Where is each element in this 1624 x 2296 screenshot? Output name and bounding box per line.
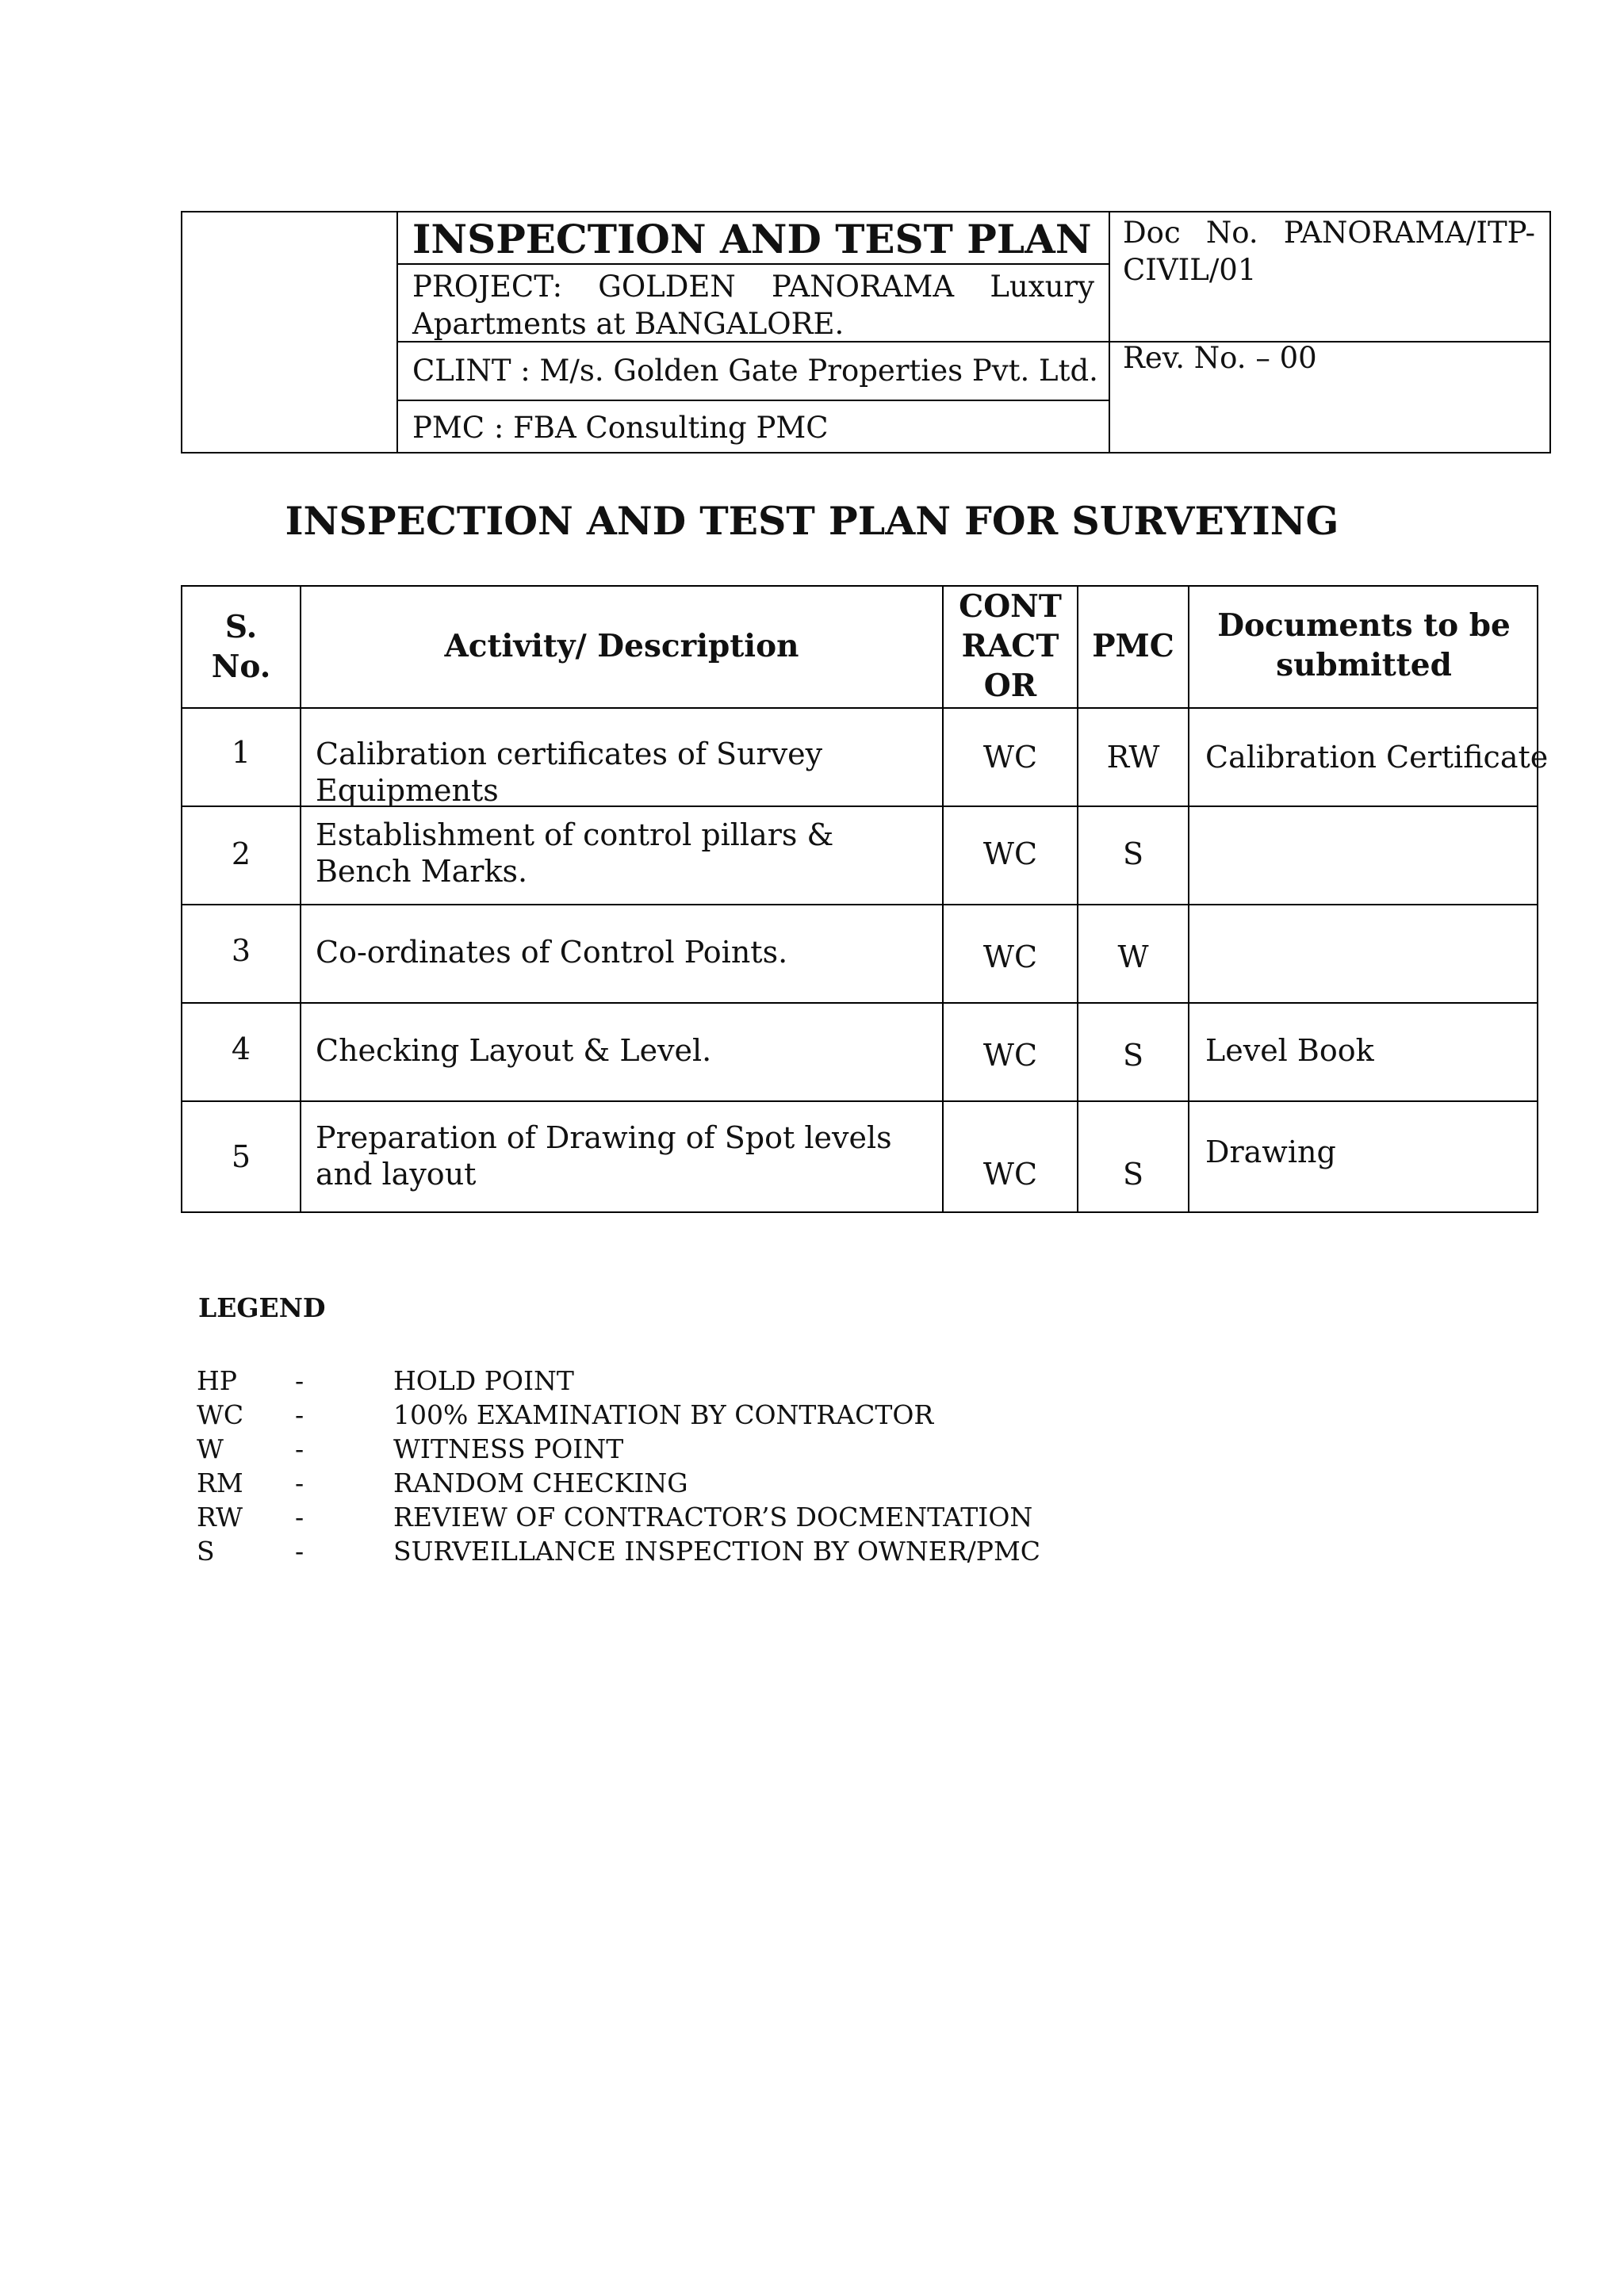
header-divider	[1109, 212, 1110, 452]
header-line: RACT	[961, 628, 1059, 664]
legend-description: SURVEILLANCE INSPECTION BY OWNER/PMC	[393, 1536, 1041, 1567]
row-5-contractor: WC	[982, 1157, 1038, 1192]
legend-code: RM	[197, 1468, 243, 1498]
row-2-activity: Establishment of control pillars & Bench Marks.	[316, 817, 834, 889]
header-line: Documents to be	[1217, 607, 1511, 644]
column-header-sno	[182, 607, 300, 687]
row-divider	[182, 904, 1537, 905]
document-header	[181, 211, 1551, 453]
row-divider	[182, 707, 1537, 709]
column-header-activity: Activity/ Description	[444, 628, 799, 664]
row-3-sno: 3	[231, 933, 251, 968]
legend-description: WITNESS POINT	[393, 1433, 624, 1464]
row-2-contractor: WC	[982, 836, 1038, 871]
page-title: INSPECTION AND TEST PLAN FOR SURVEYING	[285, 498, 1339, 544]
row-divider	[182, 1002, 1537, 1004]
legend-title: LEGEND	[198, 1292, 326, 1323]
client-name: CLINT : M/s. Golden Gate Properties Pvt. Ltd.	[412, 354, 1098, 388]
legend-dash: -	[295, 1433, 304, 1464]
document-number: Doc No. PANORAMA/ITP-CIVIL/01	[1123, 216, 1535, 287]
row-5-activity: Preparation of Drawing of Spot levels and layout	[316, 1120, 892, 1192]
column-divider	[1077, 587, 1078, 1211]
row-1-pmc: RW	[1106, 740, 1160, 775]
row-2-pmc: S	[1122, 836, 1144, 871]
row-3-activity: Co-ordinates of Control Points.	[316, 935, 788, 970]
row-4-sno: 4	[231, 1031, 251, 1066]
legend-dash: -	[295, 1536, 304, 1567]
legend-dash: -	[295, 1502, 304, 1533]
row-5-sno: 5	[231, 1139, 251, 1174]
row-4-pmc: S	[1122, 1038, 1144, 1073]
legend-description: HOLD POINT	[393, 1365, 574, 1396]
header-line: submitted	[1276, 647, 1452, 683]
legend-code: S	[197, 1536, 215, 1567]
row-4-documents: Level Book	[1205, 1033, 1374, 1068]
row-1-documents: Calibration Certificate	[1205, 740, 1549, 775]
header-divider	[396, 400, 1109, 401]
header-line: No.	[211, 649, 271, 685]
row-1-contractor: WC	[982, 740, 1038, 775]
legend-description: REVIEW OF CONTRACTOR’S DOCMENTATION	[393, 1502, 1033, 1533]
legend-code: RW	[197, 1502, 243, 1533]
column-header-documents	[1189, 606, 1538, 685]
header-line: CONT	[959, 588, 1062, 625]
header-line: S.	[224, 609, 258, 645]
itp-table	[181, 585, 1549, 1213]
plan-title: INSPECTION AND TEST PLAN	[412, 216, 1092, 262]
legend-description: RANDOM CHECKING	[393, 1468, 688, 1498]
project-name: PROJECT: GOLDEN PANORAMA Luxury Apartments at BANGALORE.	[412, 270, 1094, 341]
legend-dash: -	[295, 1468, 304, 1498]
header-divider	[396, 212, 398, 452]
row-divider	[182, 1100, 1537, 1102]
row-1-sno: 1	[231, 735, 251, 770]
legend-code: HP	[197, 1365, 237, 1396]
row-4-contractor: WC	[982, 1038, 1038, 1073]
row-2-sno: 2	[231, 836, 251, 871]
legend-dash: -	[295, 1399, 304, 1430]
row-3-pmc: W	[1117, 939, 1149, 974]
pmc-name: PMC : FBA Consulting PMC	[412, 411, 829, 445]
row-3-contractor: WC	[982, 939, 1038, 974]
legend-dash: -	[295, 1365, 304, 1396]
legend-code: WC	[197, 1399, 244, 1430]
row-4-activity: Checking Layout & Level.	[316, 1033, 712, 1068]
column-divider	[300, 587, 301, 1211]
legend-description: 100% EXAMINATION BY CONTRACTOR	[393, 1399, 934, 1430]
revision-number: Rev. No. – 00	[1123, 341, 1317, 375]
row-5-pmc: S	[1122, 1157, 1144, 1192]
legend-code: W	[197, 1433, 224, 1464]
header-divider	[396, 263, 1109, 265]
row-5-documents: Drawing	[1205, 1135, 1336, 1169]
header-line: OR	[983, 668, 1037, 704]
column-header-pmc: PMC	[1092, 628, 1174, 664]
column-header-contractor	[944, 587, 1077, 706]
row-1-activity: Calibration certificates of Survey Equipments	[316, 737, 823, 808]
